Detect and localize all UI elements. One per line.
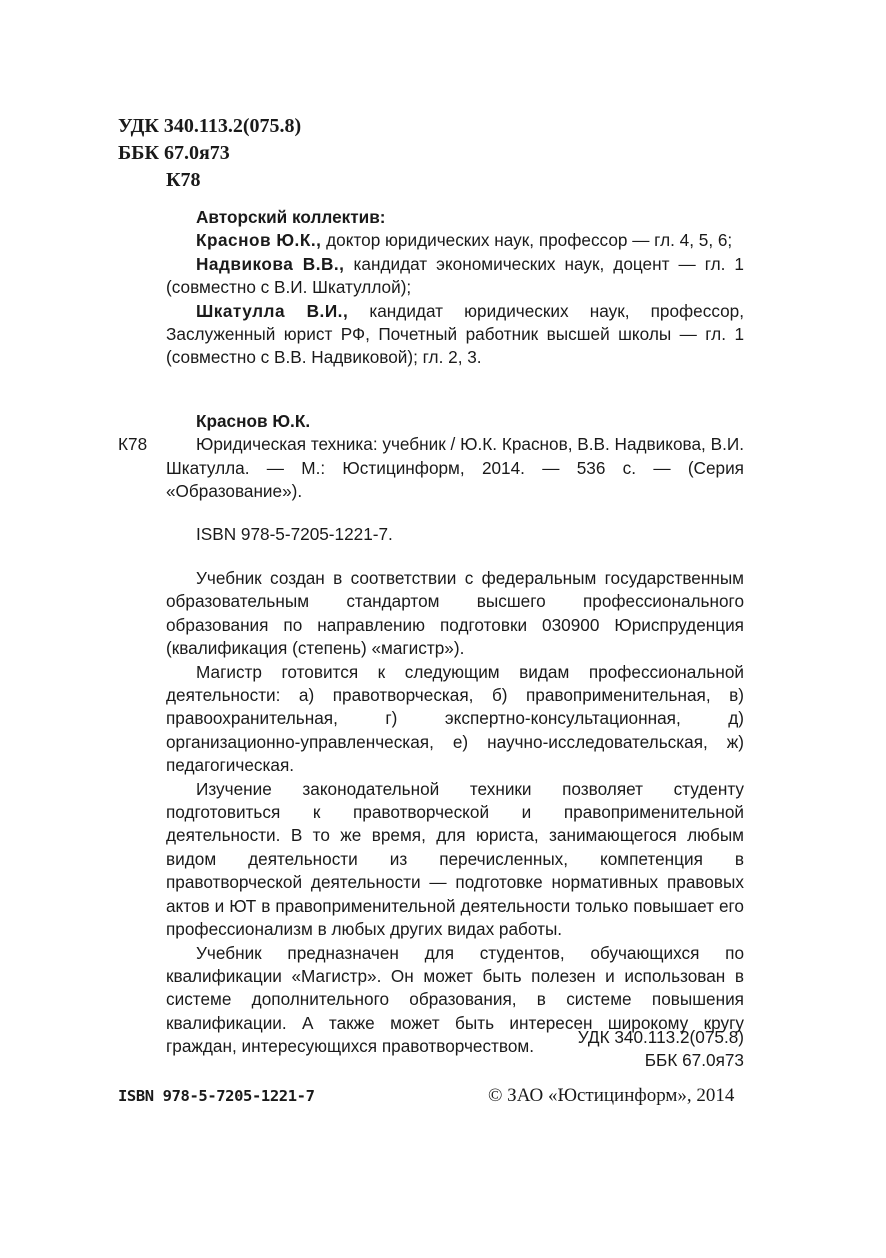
footer-copyright: © ЗАО «Юстицинформ», 2014 xyxy=(488,1085,735,1106)
bbk-code: ББК 67.0я73 xyxy=(118,142,230,164)
biblio-entry: Юридическая техника: учебник / Ю.К. Краснов, В.В. Надвикова, В.И. Шкатулла. — М.: Юстицинформ, 2014. — 536 с. — (Серия «Образование»). xyxy=(166,434,744,502)
author-mark: К78 xyxy=(166,169,201,191)
abstract-paragraph: Магистр готовится к следующим видам профессиональной деятельности: а) правотворческая, б) правоприменительная, в) правоохранительная, г) экспертно-консультационная, д) организационно-управленческая, е) научно-исследовательская, ж) педагогическая. xyxy=(166,661,744,776)
udk-code: УДК 340.113.2(075.8) xyxy=(118,115,302,137)
abstract-paragraph: Учебник предназначен для студентов, обучающихся по квалификации «Магистр». Он может быть полезен и использован в системе дополнительного образования, в системе повышения квалификации. А также может быть интересен широкому кругу граждан, интересующихся правотворчеством. xyxy=(166,942,744,1057)
author-collective xyxy=(166,206,744,370)
author-description: доктор юридических наук, профессор — гл. 4, 5, 6; xyxy=(321,230,733,251)
udk-code-bottom: УДК 340.113.2(075.8) xyxy=(577,1027,744,1047)
author-entry xyxy=(166,229,744,252)
abstract xyxy=(166,567,744,1059)
biblio-heading-author: Краснов Ю.К. xyxy=(196,411,311,431)
author-entry xyxy=(166,253,744,300)
author-name: Краснов Ю.К., xyxy=(196,230,322,251)
author-name: Шкатулла В.И., xyxy=(196,300,349,321)
author-entry xyxy=(166,300,744,370)
footer-isbn: ISBN 978-5-7205-1221-7 xyxy=(118,1087,315,1105)
bbk-code-bottom: ББК 67.0я73 xyxy=(644,1050,744,1071)
abstract-paragraph: Изучение законодательной техники позволяет студенту подготовиться к правотворческой и правоприменительной деятельности. В то же время, для юриста, занимающегося любым видом деятельности из перечисленных, компетенция в правотворческой деятельности — подготовке нормативных правовых актов и ЮТ в правоприменительной деятельности только повышает его профессионализм в любых других видах работы. xyxy=(166,778,744,940)
classification-codes-bottom xyxy=(560,1026,744,1073)
isbn-number: ISBN 978-5-7205-1221-7. xyxy=(196,524,393,544)
authors-heading: Авторский коллектив: xyxy=(196,207,386,227)
author-description: кандидат экономических наук, доцент — гл. 1 (совместно с В.И. Шкатуллой); xyxy=(166,253,744,298)
shelf-mark: К78 xyxy=(118,434,148,454)
abstract-paragraph: Учебник создан в соответствии с федеральным государственным образовательным стандартом высшего профессионального образования по направлению подготовки 030900 Юриспруденция (квалификация (степень) «магистр»). xyxy=(166,568,744,659)
author-description: кандидат юридических наук, профессор, Заслуженный юрист РФ, Почетный работник высшей школы — гл. 1 (совместно с В.В. Надвиковой); гл. 2, 3. xyxy=(166,300,744,368)
bibliographic-record xyxy=(166,410,744,504)
author-name: Надвикова В.В., xyxy=(196,253,345,274)
classification-codes xyxy=(118,113,301,194)
